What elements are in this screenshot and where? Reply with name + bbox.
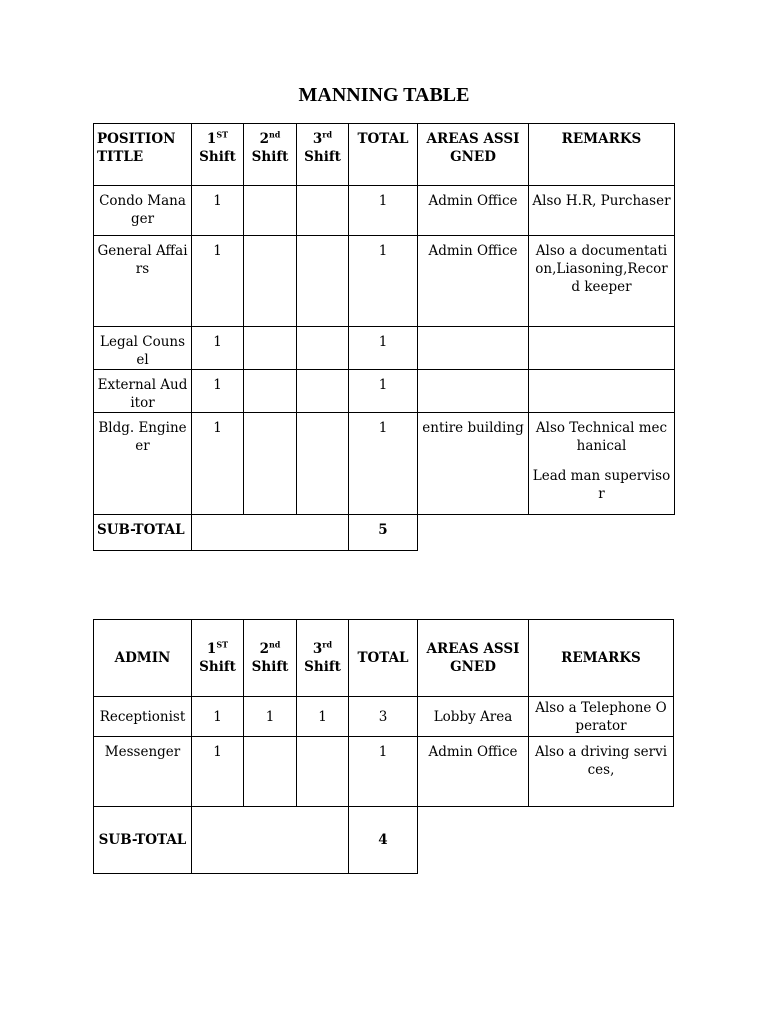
cell-shift-1: 1 — [192, 413, 244, 515]
cell-position: Bldg. Engineer — [94, 413, 192, 515]
cell-total: 1 — [349, 370, 418, 413]
table-row — [94, 370, 675, 413]
cell-shift-2 — [244, 413, 297, 515]
cell-total: 1 — [349, 413, 418, 515]
header-admin: ADMIN — [94, 620, 192, 697]
cell-position: Legal Counsel — [94, 327, 192, 370]
header-shift-1: 1ST Shift — [192, 620, 244, 697]
cell-remarks-line-2: Lead man supervisor — [532, 468, 671, 502]
cell-shift-2 — [244, 370, 297, 413]
header-total: TOTAL — [349, 124, 418, 186]
header-areas-assigned: AREAS ASSIGNED — [418, 620, 529, 697]
cell-shift-1: 1 — [192, 697, 244, 737]
cell-shift-3 — [297, 737, 349, 807]
cell-remarks-line-1: Also Technical mechanical — [535, 420, 668, 454]
header-shift-2: 2nd Shift — [244, 620, 297, 697]
table-row — [94, 327, 675, 370]
table-row — [94, 186, 675, 236]
cell-shift-1: 1 — [192, 236, 244, 327]
cell-areas: entire building — [418, 413, 529, 515]
table-header-row — [94, 124, 675, 186]
header-remarks: REMARKS — [529, 124, 675, 186]
cell-total: 1 — [349, 737, 418, 807]
cell-position: Messenger — [94, 737, 192, 807]
header-remarks: REMARKS — [529, 620, 674, 697]
cell-shift-2 — [244, 737, 297, 807]
header-position-title: POSITION TITLE — [94, 124, 192, 186]
cell-shift-3 — [297, 413, 349, 515]
header-shift-3: 3rd Shift — [297, 124, 349, 186]
page-title: MANNING TABLE — [298, 84, 470, 106]
cell-shift-2 — [244, 186, 297, 236]
cell-shift-1: 1 — [192, 370, 244, 413]
cell-areas: Lobby Area — [418, 697, 529, 737]
cell-remarks: Also a documentation,Liasoning,Record keeper — [529, 236, 675, 327]
header-shift-2: 2nd Shift — [244, 124, 297, 186]
table-row — [94, 737, 674, 807]
cell-areas: Admin Office — [418, 737, 529, 807]
header-shift-1: 1ST Shift — [192, 124, 244, 186]
cell-remarks — [529, 413, 675, 515]
cell-remarks: Also a Telephone Operator — [529, 697, 674, 737]
cell-shift-2: 1 — [244, 697, 297, 737]
cell-areas — [418, 370, 529, 413]
cell-total: 3 — [349, 697, 418, 737]
cell-total: 1 — [349, 327, 418, 370]
cell-shift-2 — [244, 327, 297, 370]
manning-table-1 — [93, 123, 675, 551]
header-total: TOTAL — [349, 620, 418, 697]
subtotal-row — [94, 515, 675, 551]
cell-shift-2 — [244, 236, 297, 327]
manning-table-2 — [93, 619, 674, 874]
cell-shift-1: 1 — [192, 737, 244, 807]
cell-shift-3 — [297, 327, 349, 370]
table-header-row — [94, 620, 674, 697]
cell-areas: Admin Office — [418, 186, 529, 236]
cell-position: Receptionist — [94, 697, 192, 737]
cell-position: General Affairs — [94, 236, 192, 327]
subtotal-blank — [192, 515, 349, 551]
table-row — [94, 413, 675, 515]
cell-shift-1: 1 — [192, 327, 244, 370]
cell-shift-3 — [297, 186, 349, 236]
cell-areas — [418, 327, 529, 370]
header-shift-3: 3rd Shift — [297, 620, 349, 697]
cell-total: 1 — [349, 236, 418, 327]
cell-areas: Admin Office — [418, 236, 529, 327]
cell-position: Condo Manager — [94, 186, 192, 236]
header-areas-assigned: AREAS ASSIGNED — [418, 124, 529, 186]
subtotal-value: 5 — [349, 515, 418, 551]
cell-shift-3: 1 — [297, 697, 349, 737]
cell-shift-3 — [297, 370, 349, 413]
subtotal-label: SUB-TOTAL — [94, 807, 192, 874]
cell-total: 1 — [349, 186, 418, 236]
table-row — [94, 697, 674, 737]
cell-remarks: Also H.R, Purchaser — [529, 186, 675, 236]
cell-shift-1: 1 — [192, 186, 244, 236]
cell-position: External Auditor — [94, 370, 192, 413]
cell-remarks — [529, 370, 675, 413]
cell-remarks: Also a driving services, — [529, 737, 674, 807]
subtotal-value: 4 — [349, 807, 418, 874]
table-row — [94, 236, 675, 327]
cell-shift-3 — [297, 236, 349, 327]
subtotal-label: SUB-TOTAL — [94, 515, 192, 551]
subtotal-blank — [192, 807, 349, 874]
subtotal-row — [94, 807, 674, 874]
cell-remarks — [529, 327, 675, 370]
